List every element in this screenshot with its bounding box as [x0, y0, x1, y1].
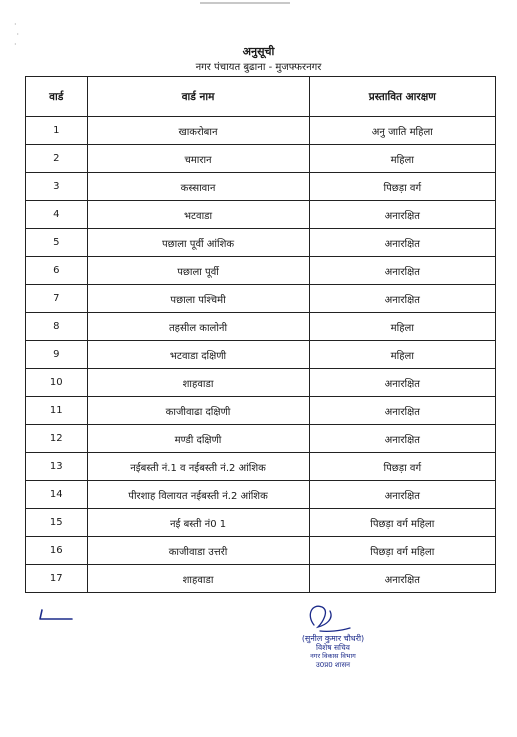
ward-name-cell: पछाला पूर्वी [87, 257, 309, 285]
ward-no-cell: 4 [26, 201, 88, 229]
ward-no-cell: 11 [26, 397, 88, 425]
ward-no-cell: 5 [26, 229, 88, 257]
ward-no-cell: 15 [26, 509, 88, 537]
reservation-cell: अनारक्षित [309, 285, 495, 313]
table-row [26, 201, 496, 229]
table-row [26, 397, 496, 425]
document-title: अनुसूची [242, 45, 275, 58]
ward-no-cell: 8 [26, 313, 88, 341]
top-scan-mark [200, 2, 290, 4]
reservation-cell: महिला [309, 341, 495, 369]
scan-specks: · · · [14, 20, 20, 49]
reservation-cell: पिछड़ा वर्ग महिला [309, 509, 495, 537]
ward-no-cell: 1 [26, 117, 88, 145]
table-row [26, 425, 496, 453]
table-row [26, 117, 496, 145]
ward-name-cell: शाहवाडा [87, 369, 309, 397]
table-row [26, 453, 496, 481]
signatory-government: उ0प्र0 शासन [315, 661, 351, 669]
signatory-designation: विशेष सचिव [316, 643, 350, 652]
ward-name-cell: नई बस्ती नं0 1 [87, 509, 309, 537]
ward-no-cell: 2 [26, 145, 88, 173]
reservation-cell: अनारक्षित [309, 397, 495, 425]
table-row [26, 369, 496, 397]
ward-name-cell: नईबस्ती नं.1 व नईबस्ती नं.2 आंशिक [87, 453, 309, 481]
ward-name-cell: कस्सावान [87, 173, 309, 201]
ward-name-cell: पछाला पश्चिमी [87, 285, 309, 313]
ward-no-cell: 3 [26, 173, 88, 201]
ward-no-cell: 14 [26, 481, 88, 509]
table-row [26, 509, 496, 537]
table-row [26, 257, 496, 285]
handwritten-initial-mark [38, 608, 76, 624]
reservation-cell: महिला [309, 313, 495, 341]
signatory-name: (सुनील कुमार चौधरी) [301, 634, 365, 643]
reservation-cell: अनारक्षित [309, 481, 495, 509]
reservation-cell: अनारक्षित [309, 425, 495, 453]
reservation-cell: महिला [309, 145, 495, 173]
table-row [26, 285, 496, 313]
column-header-ward-no: वार्ड [26, 77, 88, 117]
ward-name-cell: शाहवाडा [87, 565, 309, 593]
ward-no-cell: 7 [26, 285, 88, 313]
table-row [26, 565, 496, 593]
signatory-department: नगर विकास विभाग [310, 652, 356, 660]
ward-name-cell: भटवाडा दक्षिणी [87, 341, 309, 369]
ward-no-cell: 13 [26, 453, 88, 481]
ward-no-cell: 10 [26, 369, 88, 397]
ward-name-cell: तहसील कालोनी [87, 313, 309, 341]
ward-reservation-table [25, 76, 496, 593]
reservation-cell: अनारक्षित [309, 201, 495, 229]
document-subtitle: नगर पंचायत बुढाना - मुजफ्फरनगर [195, 62, 322, 73]
reservation-cell: पिछड़ा वर्ग महिला [309, 537, 495, 565]
ward-no-cell: 6 [26, 257, 88, 285]
table-row [26, 313, 496, 341]
signature-scribble [300, 601, 360, 635]
table-row [26, 229, 496, 257]
ward-name-cell: पछाला पूर्वी आंशिक [87, 229, 309, 257]
reservation-cell: अनारक्षित [309, 229, 495, 257]
ward-name-cell: मण्डी दक्षिणी [87, 425, 309, 453]
column-header-reservation: प्रस्तावित आरक्षण [309, 77, 495, 117]
ward-no-cell: 9 [26, 341, 88, 369]
column-header-ward-name: वार्ड नाम [87, 77, 309, 117]
reservation-cell: अनु जाति महिला [309, 117, 495, 145]
ward-no-cell: 12 [26, 425, 88, 453]
ward-no-cell: 17 [26, 565, 88, 593]
table-row [26, 341, 496, 369]
table-row [26, 537, 496, 565]
ward-no-cell: 16 [26, 537, 88, 565]
reservation-cell: पिछड़ा वर्ग [309, 453, 495, 481]
ward-name-cell: चमारान [87, 145, 309, 173]
reservation-cell: अनारक्षित [309, 565, 495, 593]
ward-name-cell: भटवाडा [87, 201, 309, 229]
table-row [26, 145, 496, 173]
ward-name-cell: काजीवाढा दक्षिणी [87, 397, 309, 425]
reservation-cell: अनारक्षित [309, 257, 495, 285]
ward-name-cell: काजीवाडा उत्तरी [87, 537, 309, 565]
reservation-cell: अनारक्षित [309, 369, 495, 397]
table-row [26, 481, 496, 509]
table-row [26, 173, 496, 201]
ward-name-cell: खाकरोबान [87, 117, 309, 145]
ward-name-cell: पीरशाह विलायत नईबस्ती नं.2 आंशिक [87, 481, 309, 509]
reservation-cell: पिछड़ा वर्ग [309, 173, 495, 201]
table-header-row [26, 77, 496, 117]
